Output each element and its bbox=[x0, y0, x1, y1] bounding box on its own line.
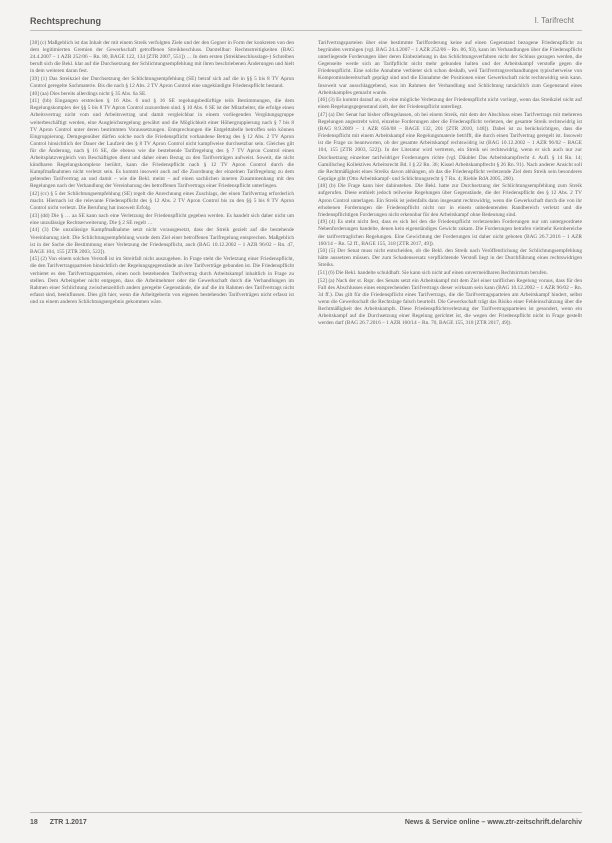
header-divider bbox=[30, 30, 582, 31]
footer-divider bbox=[30, 812, 582, 813]
paragraph: [48] (b) Die Frage kann hier dahinstehen. Die Bekl. hatte zur Durchsetzung der Schlichtungsempfehlung zum Streik aufgerufen. Diese enthielt jedoch teilweise Regelungen über Gegenstände, die der Friedenspflicht des § 12 Abs. 2 TV Apron Control unterlagen. Ein Streik ist jedenfalls dann insgesamt rechtswidrig, wenn die Gewerkschaft durch die von ihr erhobenen Forderungen die Friedenspflicht nicht nur in einem unbedeutenden Randbereich verletzt und die friedenspflichtigen Forderungen nicht erkennbar für den Arbeitskampf ohne Bedeutung sind. bbox=[318, 183, 582, 218]
paragraph: [52] (a) Nach der st. Rspr. des Senats setzt ein Arbeitskampf mit dem Ziel einer tariflichen Regelung voraus, dass für den Fall des Abschlusses eines entsprechenden Tarifvertrags dieser wirksam sein kann (BAG 10.12.2002 – 1 AZR 96/02 – Rn. 34 ff.). Das gilt für die Friedenspflicht eines Tarifvertrags, die die Tarifvertragsparteien am Arbeitskampf hindert, selbst wenn die Gewerkschaft die Rechtslage falsch beurteilt. Die Gewerkschaft trägt das Risiko einer Fehleinschätzung über die Rechtmäßigkeit des Arbeitskampfs. Diese Friedenspflichtverletzung der Tarifvertragsparteien ist gesondert, wenn ein Arbeitskampf auf die Durchsetzung einer Regelung gerichtet ist, die wegen der Friedenspflicht nicht in Frage gestellt werden darf (BAG 26.7.2016 – 1 AZR 160/14 – Rn. 70, BAGE 155, 318 [ZTR 2017, 49]). bbox=[318, 277, 582, 327]
paragraph: [40] (aa) Dies bereits allerdings nicht § 35 Abs. 6a SE. bbox=[30, 90, 147, 97]
paragraph: [49] (4) Es steht nicht fest, dass es sich bei den die Friedenspflicht verletzenden Forderungen nur um untergeordnete Nebenforderungen handelte, denen kein eigenständiges Gewicht zukam. Die Forderungen betrafen vielmehr Kernbereiche der tarifvertraglichen Regelungen. Eine Gewichtung der Forderungen ist daher nicht geboten (BAG 26.7.2016 – 1 AZR 160/14 – Rn. 52 ff., BAGE 155, 318 [ZTR 2017, 49]). bbox=[318, 219, 582, 247]
right-column bbox=[318, 40, 582, 805]
journal-issue: ZTR 1.2017 bbox=[49, 819, 87, 826]
paragraph: [50] (5) Der Senat muss nicht entscheiden, ob die Bekl. den Streik nach Veröffentlichung der Schlichtungsempfehlung hätte aussetzen müssen. Der zum Schadensersatz verpflichtende Verstoß liegt in der Durchführung eines rechtswidrigen Streiks. bbox=[318, 248, 582, 269]
footer-service-link: News & Service online – www.ztr-zeitschrift.de/archiv bbox=[404, 819, 582, 826]
paragraph: [45] (2) Von einem solchen Verstoß ist im Streitfall nicht auszugehen. In Frage steht die Verletzung einer Friedenspflicht, die den Tarifvertragsparteien hinsichtlich der Regelungsgegenstände an ihre Tarifverträge gebunden ist. Die Friedenspflicht verbietet es den Tarifvertragsparteien, einen noch bestehenden Tarifvertrag durch Arbeitskampf inhaltlich in Frage zu stellen. Dem Arbeitgeber nicht entgegen, dass die Arbeitnehmer oder die Gewerkschaft durch die Verhandlungen im Rahmen einer Schlichtung zwischenzeitlich anders geregelte Gegenstände, die auf die im Rahmen des Tarifvertrags nicht erfasst sind, beeinflussen. Dies gilt hier, wenn die Arbeitgeberin von eigenen bestehenden Tarifverträgen nicht erfasst ist und zu einem anderen Schlichtungsergebnis gekommen wäre. bbox=[30, 256, 294, 305]
paragraph: [43] (dd) Die § … aa SE kann nach eine Verletzung der Friedenspflicht gegeben werden. Es handelt sich daher nicht um eine unzulässige Rechtserweiterung. Die § 2 SE regelt … bbox=[30, 212, 294, 226]
section-label: I. Tarifrecht bbox=[534, 16, 574, 25]
paragraph: [41] (bb) Eingangen erstrecken § 16 Abs. 6 und § 16 SE regelungsbedürftige teils Bestimmungen, die dem Regelungskomplex der §§ 5 bis 8 TV Apron Control zuzuordnen sind. § 10 Abs. 6 SE ist der Mitarbeiter, die erfolge einen Arbeitsvertrag nicht vom und Arbeitsvertrag und damit vergleichbar in einem vorliegenden Vergütungsgruppe weiterbeschäftigt werden, eine Ausgleichsregelung gewährt und die Möglichkeit einer Höhergruppierung nach § 7 bis 8 TV Apron Control unter deren bestimmten Voraussetzungen. Entsprechungen die Entgelttabelle betroffen sein können Eingruppierung. Demgegenüber dürfen solche noch die Friedenspflicht vorhandene Betrag des § 12 Abs. 2 TV Apron Control hinsichtlich der Dauer der Laufzeit des § 8 TV Apron Control nicht kampfweise durchsetzbar sein. Gleiches gilt für die Änderung, nach § 16 SE, die ebenso wie die bestehende Tarifregelung des § 7 TV Apron Control einen Arbeitsplatzvergleich von Beschäftigten dient und daher einen Bezug zu den Tarifverträgen aufweist. Soweit, die nicht kündbaren Regelungskomplexe berührt, kann die Friedenspflicht nach § 12 TV Apron Control durch die Kampfmaßnahmen nicht verletzt sein. Es kommt insoweit auch auf die Zuordnung der einzelnen Tarifregelung zu dem geltenden Tarifvertrag an und damit – wie die Bekl. meint – auf einen sachlichen inneren Zusammenhang mit den Regelungen nach der Verhandlung der Vereinbarung des betroffenen Tarifvertrags einer Friedenspflicht unterliegen. bbox=[30, 98, 294, 190]
paragraph: [47] (a) Der Senat hat bisher offengelassen, ob bei einem Streik, mit dem der Abschluss eines Tarifvertrags mit mehreren Regelungen angestrebt wird, einzelne Forderungen aber die Friedenspflicht verletzen, der gesamte Streik rechtswidrig ist (BAG 8.9.2009 – 1 AZR 656/08 – BAGE 132, 201 [ZTR 2010, 148]). Dabei ist zu berücksichtigen, dass die Friedenspflicht mit einem Arbeitskampf eine Regelungsmaterie betrifft, die durch einen Tarifvertrag geregelt ist. Insoweit ist die Frage zu beantworten, ob der gesamte Arbeitskampf rechtswidrig ist (BAG 10.12.2002 – 1 AZR 96/02 – BAGE 104, 155 [ZTR 2003, 522]). In der Literatur wird vertreten, ein Streik sei rechtswidrig, wenn er sich auch nur zur Durchsetzung einzelner tarifwidriger Forderungen richte (vgl. Däubler Das Arbeitskampfrecht 4. Aufl. § 14 Rn. 14; Gamillscheg Kollektives Arbeitsrecht Bd. I § 22 Rn. 36; Kissel Arbeitskampfrecht § 26 Rn. 91). Nach anderer Ansicht soll die Rechtmäßigkeit eines Streiks davon abhängen, ob das die Friedenspflicht verletzende Ziel dem Streik sein besonderes Gepräge gibt (Otto Arbeitskampf- und Schlichtungsrecht § 7 Rn. 4; Rieble RdA 2005, 200). bbox=[318, 111, 582, 182]
paragraph: [38] (c) Maßgeblich ist das Inhalt der mit einem Streik verfolgten Ziele und der den Gegner in Form der konkreten von den dem legitimierten Gremien der Gewerkschaft getroffenen Streikbeschluss. Darstellbar: Rechtsstreitigkeiten (BAG 24.4.2007 – 1 AZR 252/06 – Rn. 80, BAGE 122, 134 [ZTR 2007, 551]) … In dem ersten (Streikbeschlusslage-) Schreiben beruft sich die Bekl. klar auf die Durchsetzung der Schlichtungsempfehlung mit ihren beschriebenen Änderungen und hielt in dem weiteren daran fest. bbox=[30, 40, 294, 75]
page-number: 18 bbox=[30, 819, 38, 826]
paragraph: [42] (cc) § 5 der Schlichtungsempfehlung (SE) regelt die Anrechnung eines Zuschlags, der einen Tarifvertrag erforderlich macht. Hiernach ist die relevante Friedenspflicht des § 12 Abs. 2 TV Apron Control bis zu den §§ 5 bis 8 TV Apron Control nicht verletzt. Die Berufung hat insoweit Erfolg. bbox=[30, 190, 294, 212]
section-heading: Rechtsprechung bbox=[30, 16, 102, 26]
left-column bbox=[30, 40, 294, 805]
paragraph: [39] (1) Das Streikziel der Durchsetzung der Schlichtungsempfehlung (SE) betraf sich auf die in §§ 5 bis 8 TV Apron Control geregelte Sachmaterie. Bis die nach § 12 Abs. 2 TV Apron Control eine ungekündigte Friedenspflicht bestand. bbox=[30, 75, 294, 90]
paragraph: [46] (3) Es kommt darauf an, ob eine mögliche Verletzung der Friedenspflicht nicht vorliegt, wenn das Streikziel nicht auf einen Regelungsgegenstand zielt, der der Friedenspflicht unterliegt. bbox=[318, 97, 582, 111]
paragraph: Tarifvertragsparteien über eine bestimmte Tarifforderung keine auf einen Gegenstand bezogene Friedenspflicht zu begründen vermögen (vgl. BAG 24.4.2007 – 1 AZR 252/06 – Rn. 86, 93), kann im Verhandlungen über die Friedenspflicht unterliegende Forderungen über deren Einbeziehung in das Schlichtungsverfahren nicht der Schluss gezogen werden, die Gegenseite werde sich an Tarifpflicht nicht mehr gebunden halten und der Arbeitskampf verstoße gegen die Friedenspflicht. Eine solche Annahme verbietet sich schon deshalb, weil Tarifvertragsverhandlungen typischerweise von Kompromissbereitschaft geprägt sind und die Einnahme der Positionen einer Gewerkschaft nicht rechtswidrig sein kann. Insoweit war ausschlaggebend, was im Rahmen der Verhandlung und Schlichtung tatsächlich zum Gegenstand eines Arbeitskampfes gemacht wurde. bbox=[318, 40, 582, 96]
footer-left bbox=[30, 819, 87, 826]
paragraph: [51] (6) Die Bekl. handelte schuldhaft. Sie kann sich nicht auf einen unvermeidbaren Rechtsirrtum berufen. bbox=[318, 270, 548, 276]
paragraph: [44] (3) Die unzulässige Kampfmaßnahme setzt nicht vorausgesetzt, dass der Streik gezielt auf die bestehende Vereinbarung zielt. Die Schlichtungsempfehlung wurde dem Ziel einer betroffenen Tarifregelung entsprechen. Maßgeblich ist in der Sache die Bestimmung einer Verletzung der Friedenspflicht, auch (BAG 10.12.2002 – 1 AZR 96/02 – Rn. 47, BAGE 104, 155 [ZTR 2003, 522]). bbox=[30, 227, 294, 255]
